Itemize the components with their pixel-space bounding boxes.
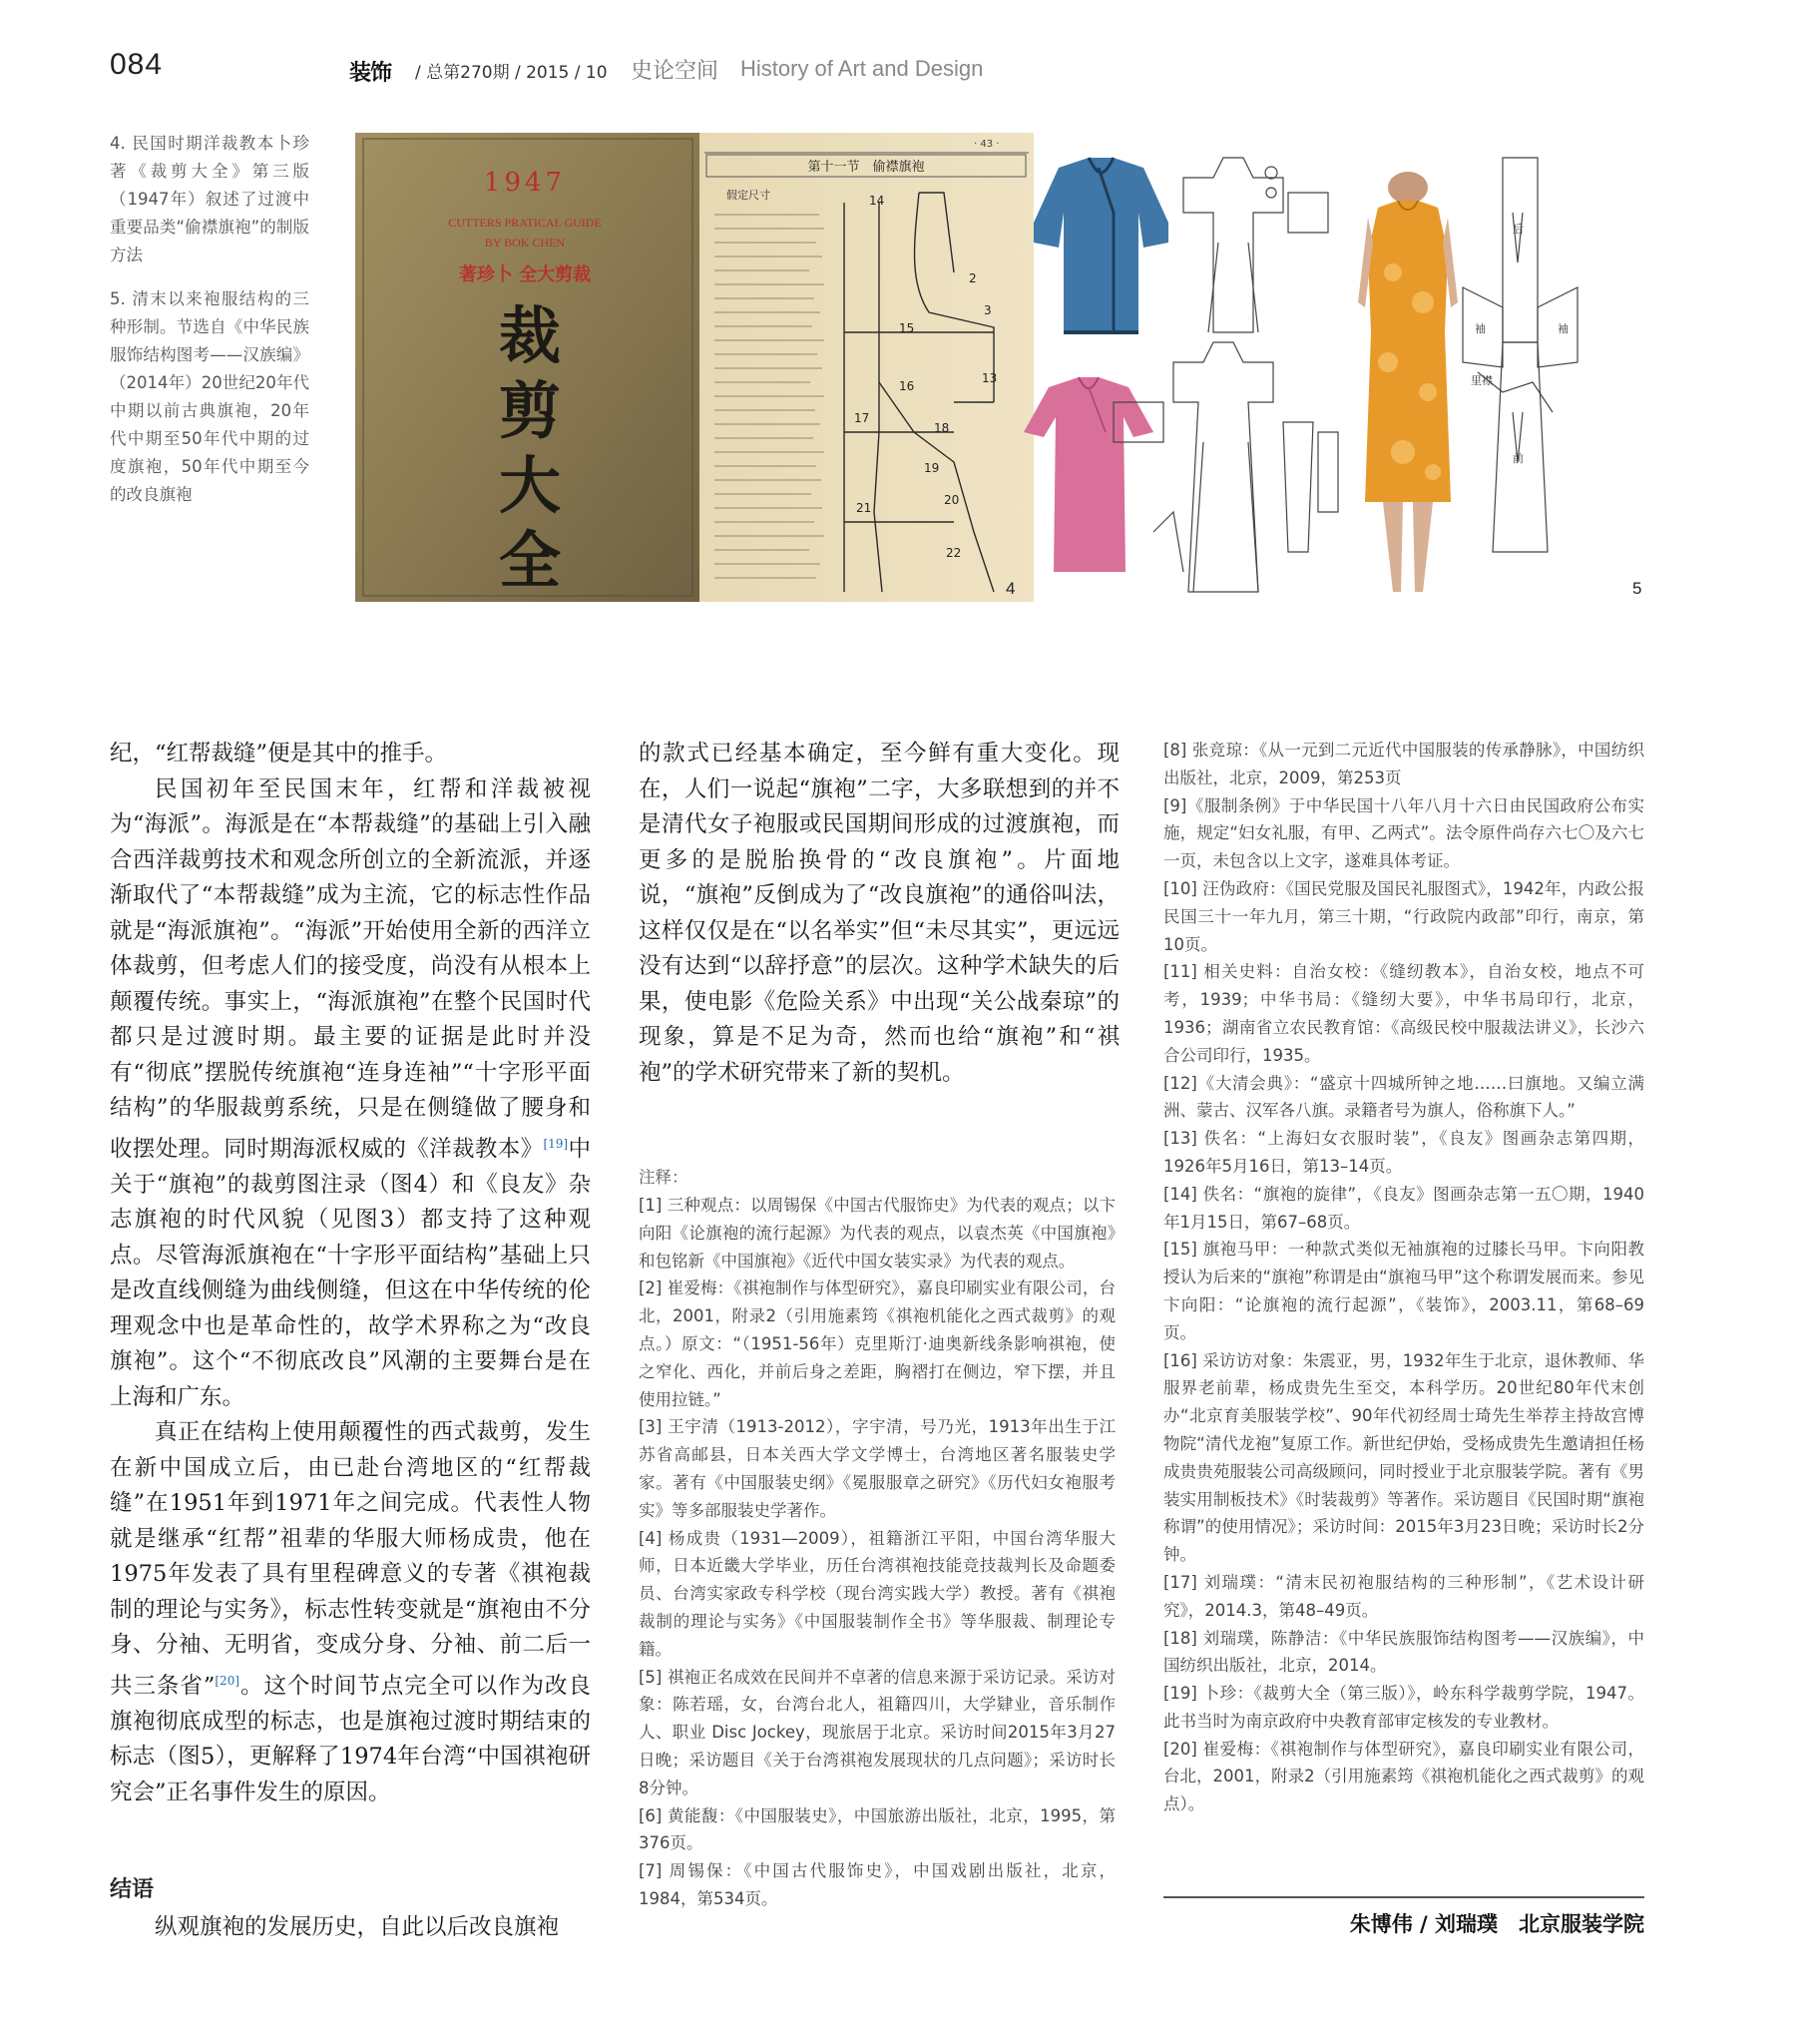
draft-number: 17 [854,411,870,425]
note-item: [15] 旗袍马甲：一种款式类似无袖旗袍的过膝长马甲。卞向阳教授认为后来的“旗袍”称谓是由“旗袍马甲”这个称谓发展而来。参见卞向阳：“论旗袍的流行起源”，《装饰》，2003.11，第68–69页。 [1163,1240,1644,1342]
blue-robe-photo [1034,158,1168,332]
book-author-cn: 著珍卜 全大剪裁 [458,264,592,285]
note-item: [20] 崔爱梅：《祺袍制作与体型研究》，嘉良印刷实业有限公司，台北，2001，附录2（引用施素筠《祺袍机能化之西式裁剪》的观点）。 [1163,1739,1644,1814]
note-item: [3] 王宇清（1913-2012），字宇清，号乃光，1913年出生于江苏省高邮县，日本关西大学文学博士，台湾地区著名服装史学家。著有《中国服装史纲》《冕服服章之研究》《历代妇女袍服考实》等多部服装史学著作。 [639,1417,1116,1520]
paragraph [110,1415,591,1810]
figure-5-label: 5 [1632,579,1642,598]
book-cover-photo [355,133,699,602]
book-english-author: BY BOK CHEN [484,236,566,250]
draft-number: 16 [899,379,915,393]
note-item: [12]《大清会典》：“盛京十四城所钟之地……曰旗地。又编立满洲、蒙古、汉军各八旗。录籍者号为旗人，俗称旗下人。” [1163,1073,1644,1121]
section-title-en: History of Art and Design [740,56,984,81]
book-year: 1947 [483,168,567,198]
figure-5-caption: 5. 清末以来袍服结构的三种形制。节选自《中华民族服饰结构图考——汉族编》（2014年）20世纪20年代中期以前古典旗袍，20年代中期至50年代中期的过度旗袍，50年代中期至今的改良旗袍 [110,289,309,504]
figure-illustration [355,133,1652,602]
manual-page-photo [699,133,1034,602]
notes-column-3 [1163,737,1644,1818]
notes-column-2 [639,1192,1116,1913]
paragraph [110,772,591,1416]
note-item: [4] 杨成贵（1931—2009），祖籍浙江平阳，中国台湾华服大师，日本近畿大学毕业，历任台湾祺袍技能竞技裁判长及命题委员、台湾实家政专科学校（现台湾实践大学）教授。著有《祺袍裁制的理论与实务》《中国服装制作全书》等华服裁、制理论专籍。 [639,1528,1116,1659]
note-item: [1] 三种观点：以周锡保《中国古代服饰史》为代表的观点；以卞向阳《论旗袍的流行起源》为代表的观点，以袁杰英《中国旗袍》和包铭新《中国旗袍》《近代中国女装实录》为代表的观点。 [639,1196,1116,1271]
manual-subtitle: 假定尺寸 [726,189,770,202]
note-item: [17] 刘瑞璞：“清末民初袍服结构的三种形制”，《艺术设计研究》，2014.3，第48–49页。 [1163,1572,1644,1620]
orange-qipao-photo [1358,172,1458,592]
pink-qipao-photo [1024,377,1153,572]
paragraph-text: 真正在结构上使用颠覆性的西式裁剪，发生在新中国成立后，由已赴台湾地区的“红帮裁缝”在1951年到1971年之间完成。代表性人物就是继承“红帮”祖辈的华服大师杨成贵，他在1975年发表了具有里程碑意义的专著《祺袍裁制的理论与实务》，标志性转变就是“旗袍由不分身、分袖、无明省，变成分身、分袖、前二后一共三条省” [110,1419,591,1699]
note-item: [11] 相关史料：自治女校：《缝纫教本》，自治女校，地点不可考，1939；中华书局：《缝纫大要》，中华书局印行，北京，1936；湖南省立农民教育馆：《高级民校中服裁法讲义》，长沙六合公司印行，1935。 [1163,962,1644,1065]
note-item: [6] 黄能馥：《中国服装史》，中国旅游出版社，北京，1995，第376页。 [639,1805,1116,1853]
draft-number: 20 [944,493,960,507]
pattern-draft-1 [1183,158,1328,332]
note-item: [18] 刘瑞璞，陈静洁：《中华民族服饰结构图考——汉族编》，中国纺织出版社，北京，2014。 [1163,1628,1644,1676]
issue-info: / 总第270期 / 2015 / 10 [415,63,608,83]
pattern-draft-2 [1114,342,1338,592]
notes-heading: 注释： [639,1168,688,1187]
pattern-label-sleeve: 袖 [1558,322,1569,335]
figure-4-caption: 4. 民国时期洋裁教本卜珍著《裁剪大全》第三版（1947年）叙述了过渡中重要品类“偷襟旗袍”的制版方法 [110,134,309,264]
note-item: [14] 佚名：“旗袍的旋律”，《良友》图画杂志第一五〇期，1940年1月15日，第67–68页。 [1163,1184,1644,1232]
book-title-char: 剪 [498,374,562,447]
manual-chapter-title: 第十一节 偷襟旗袍 [807,160,925,175]
note-item: [16] 采访访对象：朱震亚，男，1932年生于北京，退休教师、华服界老前辈，杨成贵先生至交，本科学历。20世纪80年代末创办“北京育美服装学校”、90年代初经周士琦先生举荐主持故宫博物院“清代龙袍”复原工作。新世纪伊始，受杨成贵先生邀请担任杨成贵贵苑服装公司高级顾问，同时授业于北京服装学院。著有《男装实用制板技术》《时装裁剪》等著作。采访题目《民国时期“旗袍称谓”的使用情况》；采访时间：2015年3月23日晚；采访时长2分钟。 [1163,1350,1644,1565]
draft-number: 22 [946,546,962,560]
section-title-cn: 史论空间 [631,59,719,84]
figure-4-label: 4 [1006,579,1016,598]
qipao-forms-figure [1024,158,1641,598]
magazine-logo: 装饰 [349,61,392,86]
note-item: [19] 卜珍：《裁剪大全（第三版）》，岭东科学裁剪学院，1947。此书当时为南京政府中央教育部审定核发的专业教材。 [1163,1684,1644,1731]
reference-link-19[interactable]: [19] [543,1136,569,1151]
paragraph: 纵观旗袍的发展历史，自此以后改良旗袍 [155,1914,560,1940]
draft-number: 2 [969,271,977,285]
section-heading-conclusion: 结语 [110,1877,155,1902]
note-item: [13] 佚名：“上海妇女衣服时装”，《良友》图画杂志第四期，1926年5月16日，第13–14页。 [1163,1129,1644,1176]
pattern-label-back: 后 [1513,223,1524,236]
draft-number: 14 [869,194,885,208]
draft-number: 18 [934,421,950,435]
draft-number: 13 [982,371,998,385]
author-byline: 朱博伟 / 刘瑞璞 北京服装学院 [1349,1912,1644,1936]
article-column-2 [639,737,1120,1091]
pattern-label-sleeve: 袖 [1475,322,1486,335]
draft-number: 3 [984,303,992,317]
draft-number: 15 [899,321,915,335]
byline-divider [1163,1896,1644,1898]
article-column-1 [110,737,591,1810]
note-item: [2] 崔爱梅：《祺袍制作与体型研究》，嘉良印刷实业有限公司，台北，2001，附录2（引用施素筠《祺袍机能化之西式裁剪》的观点。）原文：“（1951-56年）克里斯汀·迪奥新线条影响祺袍，使之窄化、西化，并前后身之差距，胸褶打在侧边，窄下摆，并且使用拉链。” [639,1278,1116,1409]
book-title-char: 全 [498,524,562,597]
pattern-label-front: 前 [1513,452,1524,465]
manual-page-number: · 43 · [974,139,1000,150]
paragraph-text: 中关于“旗袍”的裁剪图注录（图4）和《良友》杂志旗袍的时代风貌（见图3）都支持了这种观点。尽管海派旗袍在“十字形平面结构”基础上只是改直线侧缝为曲线侧缝，但这在中华传统的伦理观念中也是革命性的，故学术界称之为“改良旗袍”。这个“不彻底改良”风潮的主要舞台是在上海和广东。 [110,1136,591,1410]
book-title-char: 裁 [498,299,562,372]
note-item: [8] 张竞琼：《从一元到二元近代中国服装的传承静脉》，中国纺织出版社，北京，2009，第253页 [1163,741,1644,787]
paragraph-text: 民国初年至民国末年，红帮和洋裁被视为“海派”。海派是在“本帮裁缝”的基础上引入融合西洋裁剪技术和观念所创立的全新流派，并逐渐取代了“本帮裁缝”成为主流，它的标志性作品就是“海派旗袍”。“海派”开始使用全新的西洋立体裁剪，但考虑人们的接受度，尚没有从根本上颠覆传统。事实上，“海派旗袍”在整个民国时代都只是过渡时期。最主要的证据是此时并没有“彻底”摆脱传统旗袍“连身连袖”“十字形平面结构”的华服裁剪系统，只是在侧缝做了腰身和收摆处理。同时期海派权威的《洋裁教本》 [110,775,591,1162]
page-number: 084 [110,48,164,81]
paragraph-text: 。这个时间节点完全可以作为改良旗袍彻底成型的标志，也是旗袍过渡时期结束的标志（图5），更解释了1974年台湾“中国祺袍研究会”正名事件发生的原因。 [110,1673,591,1805]
paragraph: 的款式已经基本确定，至今鲜有重大变化。现在，人们一说起“旗袍”二字，大多联想到的并不是清代女子袍服或民国期间形成的过渡旗袍，而更多的是脱胎换骨的“改良旗袍”。片面地说，“旗袍”反倒成为了“改良旗袍”的通俗叫法，这样仅仅是在“以名举实”但“未尽其实”，更远远没有达到“以辞抒意”的层次。这种学术缺失的后果，使电影《危险关系》中出现“关公战秦琼”的现象，算是不足为奇，然而也给“旗袍”和“祺袍”的学术研究带来了新的契机。 [639,741,1120,1086]
note-item: [5] 祺袍正名成效在民间并不卓著的信息来源于采访记录。采访对象：陈若瑶，女，台湾台北人，祖籍四川，大学肄业，音乐制作人、职业 Disc Jockey，现旅居于北京。采访时间2015年3月27日晚；采访题目《关于台湾祺袍发展现状的几点问题》；采访时长8分钟。 [639,1667,1116,1797]
book-english-title: CUTTERS PRATICAL GUIDE [448,216,602,230]
note-item: [10] 汪伪政府：《国民党服及国民礼服图式》，1942年，内政公报民国三十一年九月，第三十期，“行政院内政部”印行，南京，第10页。 [1163,878,1644,954]
draft-number: 21 [856,501,872,515]
pattern-label-inner-lapel: 里襟 [1471,374,1493,387]
reference-link-20[interactable]: [20] [215,1673,240,1688]
figure-strip [355,133,1652,602]
note-item: [7] 周锡保：《中国古代服饰史》，中国戏剧出版社，北京，1984，第534页。 [639,1861,1116,1908]
book-title-char: 大 [498,449,562,522]
paragraph: 纪，“红帮裁缝”便是其中的推手。 [110,741,448,766]
draft-number: 19 [924,461,940,475]
article-ending [110,1910,591,1946]
note-item: [9]《服制条例》于中华民国十八年八月十六日由民国政府公布实施，规定“妇女礼服，有甲、乙两式”。法令原件尚存六七〇及六七一页，未包含以上文字，遂难具体考证。 [1163,795,1644,871]
pattern-draft-3 [1463,158,1578,552]
